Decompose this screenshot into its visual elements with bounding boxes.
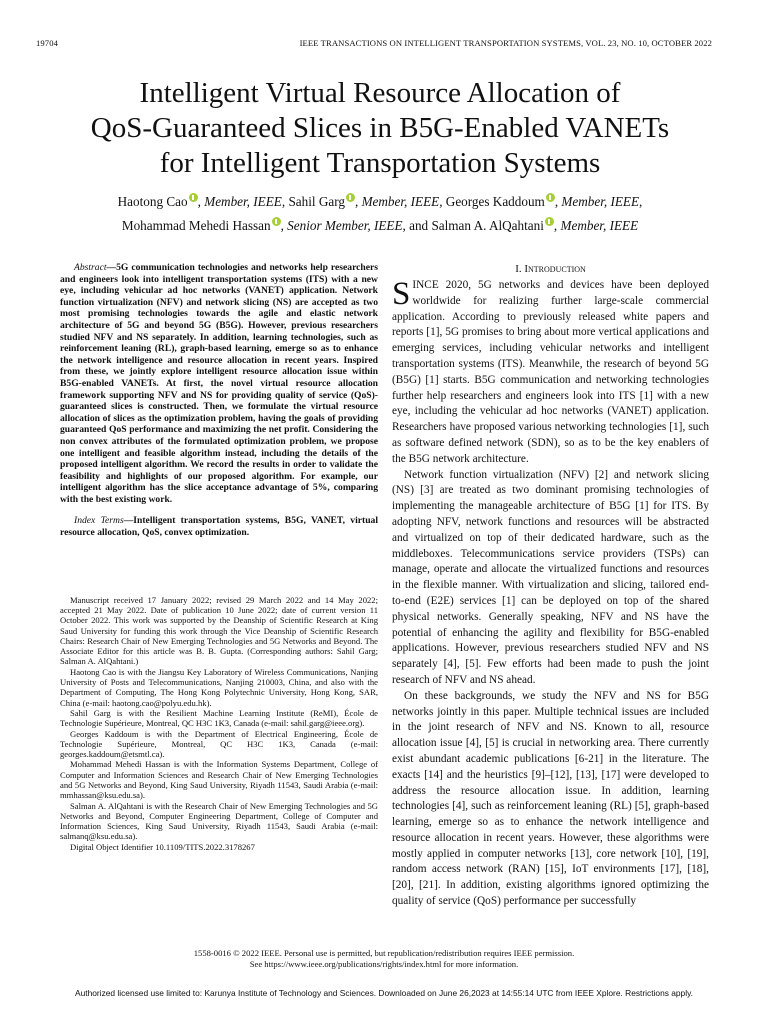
intro-paragraph-2: Network function virtualization (NFV) [2] and network slicing (NS) [3] are treated as two dominant promising technologies of implementing the manageable architecture of B5G [1] for ITS. By adopting NFV, network functions and resources will be abstracted and virtualized on top of their dedicated hardware, such as the middleboxes. Telecommunications service providers (TSPs) can manage, operate and allocate the virtualized functions and resources in the flexible manner. With virtualization and slicing, tailored end-to-end (E2E) services [1] can be deployed on top of the shared physical networks. Generally speaking, NFV and NS have the potential of enhancing the agility and flexibility for B5G-enabled applications. However, previous researchers studied NFV and NS separately [4], [5]. Few efforts had been made to push the joint research of NFV and NS ahead. (392, 468, 709, 686)
page-number: 19704 (36, 38, 58, 48)
footnote-doi: Digital Object Identifier 10.1109/TITS.2022.3178267 (70, 841, 255, 852)
author-name: Sahil Garg (288, 194, 345, 209)
orcid-icon[interactable] (346, 193, 355, 202)
abstract: Abstract—5G communication technologies and networks help researchers and engineers look into intelligent transportation systems (ITS) with a new eye, including vehicular ad hoc networks (VANET) application. Network function virtualization (NFV) and network slicing (NS) are accepted as two most promising technologies towards the agile and elastic network architecture of 5G and beyond 5G (B5G). However, previous researchers studied NFV and NS separately. In addition, learning technologies, such as reinforcement leaning (RL), graph-based learning, emerge so as to enhance the network intelligence and resource allocation in recent years. Inspired from these, we jointly explore intelligent resource allocation issue within B5G-enabled VANETs. At first, the novel virtual resource allocation framework supporting NFV and NS for providing quality of service (QoS)-guaranteed slices is constructed. Then, we formulate the virtual resource allocation of slices as the optimization problem, having the goals of providing guaranteed QoS performance and maximizing the net profit. Considering the non convex attributes of the formulated optimization problem, we propose one intelligent and feasible algorithm instead, including the details of the proposed intelligent algorithm. We record the results in order to validate the feasibility and highlights of our proposed algorithm. For example, our intelligent algorithm has the slice acceptance advantage of 5%, comparing with the best existing work. (60, 262, 378, 505)
intro-paragraph-3: On these backgrounds, we study the NFV and NS for B5G networks jointly in this paper. Multiple technical issues are included in the joint research of NFV and NS. Known to all, resource allocation issue [4], [5] is crucial in networking area. There currently exist abundant academic publications [6-21] in the literature. The exacts [14] and the heuristics [9]–[12], [13], [17] were developed to address the resource allocation issue. In addition, learning technologies [4], such as reinforcement leaning (RL) [5], graph-based learning, emerge so as to enhance the network intelligence and resource allocation in recent years. However, these algorithms were mostly applied in computer networks [13], core network [10], [19], random access network (RAN) [15], IoT environments [17], [18], [20], [21]. In addition, existing algorithms ignored optimizing the quality of service (QoS) performance per successfully (392, 689, 709, 908)
index-terms: Index Terms—Intelligent transportation systems, B5G, VANET, virtual resource allocation, QoS, convex optimization. (60, 515, 378, 539)
drop-cap: S (392, 276, 411, 312)
left-column (60, 262, 378, 852)
author-role: Member, IEEE (361, 194, 440, 209)
copyright-line-2: See https://www.ieee.org/publications/rights/index.html for more information. (249, 959, 519, 969)
intro-paragraph-1: SINCE 2020, 5G networks and devices have been deployed worldwide for realizing further large-scale commercial application. According to previously released white papers and reports [1], 5G promises to bring about more vertical applications and emerging services, including vehicular networks and intelligent transportation systems (ITS). Meanwhile, the research of beyond 5G (B5G) [1] starts. B5G communication and networking technologies further help researchers and engineers look into ITS [1] with a new eye, including the vehicular ad hoc networks (VANET) application. Researchers have proposed various networking technologies [1], such as software defined network (SDN), so as to be the key enablers of the B5G network architecture. (392, 276, 709, 465)
abstract-text: 5G communication technologies and networks help researchers and engineers look into intelligent transportation systems (ITS) with a new eye, including vehicular ad hoc networks (VANET) application. Network function virtualization (NFV) and network slicing (NS) are accepted as two most promising technologies towards the agile and elastic network architecture of 5G and beyond 5G (B5G). However, previous researchers studied NFV and NS separately. In addition, learning technologies, such as reinforcement leaning (RL), graph-based learning, emerge so as to enhance the network intelligence and resource allocation in recent years. Inspired from these, we jointly explore intelligent resource allocation issue within B5G-enabled VANETs. At first, the novel virtual resource allocation framework supporting NFV and NS for providing quality of service (QoS)-guaranteed slices is constructed. Then, we formulate the virtual resource allocation of slices as the optimization problem, having the goals of providing guaranteed QoS performance and maximizing the net profit. Considering the non convex attributes of the formulated optimization problem, we propose one intelligent and feasible algorithm instead, including the details of the proposed intelligent algorithm. We record the results in order to validate the feasibility and highlights of our proposed algorithm. For example, our intelligent algorithm has the slice acceptance advantage of 5%, comparing with the best existing work. (60, 262, 378, 505)
abstract-label: Abstract (74, 262, 107, 273)
footnote-affiliation: Mohammad Mehedi Hassan is with the Information Systems Department, College of Computer and Information Sciences and Research Chair of New Emerging Technologies and 5G Networks and Beyond, King Saud University, Riyadh 11543, Saudi Arabia (e-mail: mmhassan@ksu.edu.sa). (60, 759, 378, 801)
author-name: Haotong Cao (117, 194, 188, 209)
author-line-1: Haotong Cao , Member, IEEE, Sahil Garg , Member, IEEE, Georges Kaddoum , Member, IEEE, (117, 194, 643, 209)
author-list (40, 190, 720, 238)
section-heading: I. Introduction (515, 263, 586, 275)
author-role: Member, IEEE (560, 218, 639, 233)
right-column (392, 262, 709, 910)
journal-running-header: IEEE TRANSACTIONS ON INTELLIGENT TRANSPORTATION SYSTEMS, VOL. 23, NO. 10, OCTOBER 2022 (299, 38, 712, 48)
author-name: Salman A. AlQahtani (431, 218, 544, 233)
author-role: Member, IEEE (204, 194, 282, 209)
author-line-2: Mohammad Mehedi Hassan , Senior Member, IEEE, and Salman A. AlQahtani , Member, IEEE (121, 218, 639, 233)
orcid-icon[interactable] (546, 193, 555, 202)
paper-title (40, 76, 720, 181)
footnotes (60, 595, 378, 852)
copyright-line-1: 1558-0016 © 2022 IEEE. Personal use is permitted, but republication/redistribution requires IEEE permission. (193, 948, 575, 958)
orcid-icon[interactable] (189, 193, 198, 202)
copyright-notice (40, 948, 728, 970)
title-line-2: QoS-Guaranteed Slices in B5G-Enabled VANETs (90, 112, 670, 144)
author-name: Mohammad Mehedi Hassan (121, 218, 271, 233)
footnote-affiliation: Haotong Cao is with the Jiangsu Key Laboratory of Wireless Communications, Nanjing University of Posts and Telecommunications, Nanjing 210003, China, and also with the Department of Computing, The Hong Kong Polytechnic University, Hong Kong, SAR, China (e-mail: haotong.cao@polyu.edu.hk). (60, 666, 378, 708)
title-line-1: Intelligent Virtual Resource Allocation of (139, 77, 621, 109)
author-role: Member, IEEE (561, 194, 640, 209)
footnote-manuscript: Manuscript received 17 January 2022; revised 29 March 2022 and 14 May 2022; accepted 21 May 2022. Date of publication 10 June 2022; date of current version 11 October 2022. This work was supported by the Deanship of Scientific Research at King Saud University for funding this work through the Vice Deanship of Scientific Research Chairs: Research Chair of New Emerging Technologies and 5G Networks and Beyond. The Associate Editor for this article was B. B. Gupta. (Corresponding authors: Sahil Garg; Salman A. AlQahtani.) (60, 594, 378, 667)
orcid-icon[interactable] (272, 217, 281, 226)
title-line-3: for Intelligent Transportation Systems (159, 147, 601, 179)
footnote-affiliation: Sahil Garg is with the Resilient Machine Learning Institute (ReMI), École de Technologie Supérieure, Montreal, QC H3C 1K3, Canada (e-mail: sahil.garg@ieee.org). (60, 707, 378, 729)
orcid-icon[interactable] (545, 217, 554, 226)
author-role: Senior Member, IEEE (287, 218, 403, 233)
footnote-affiliation: Georges Kaddoum is with the Department of Electrical Engineering, École de Technologie Supérieure, Montreal, QC H3C 1K3, Canada (e-mail: georges.kaddoum@etsmtl.ca). (60, 728, 378, 760)
license-banner: Authorized licensed use limited to: Karunya Institute of Technology and Sciences. Downloaded on June 26,2023 at 14:55:14 UTC from IEEE Xplore. Restrictions apply. (75, 988, 693, 998)
author-name: Georges Kaddoum (445, 194, 545, 209)
index-terms-text: Intelligent transportation systems, B5G, VANET, virtual resource allocation, QoS, convex optimization. (60, 515, 378, 539)
footnote-affiliation: Salman A. AlQahtani is with the Research Chair of New Emerging Technologies and 5G Networks and Beyond, Computer Engineering Department, College of Computer and Information Sciences, King Saud University, Riyadh 11543, Saudi Arabia (e-mail: salmanq@ksu.edu.sa). (60, 800, 378, 842)
index-terms-label: Index Terms (74, 515, 124, 527)
